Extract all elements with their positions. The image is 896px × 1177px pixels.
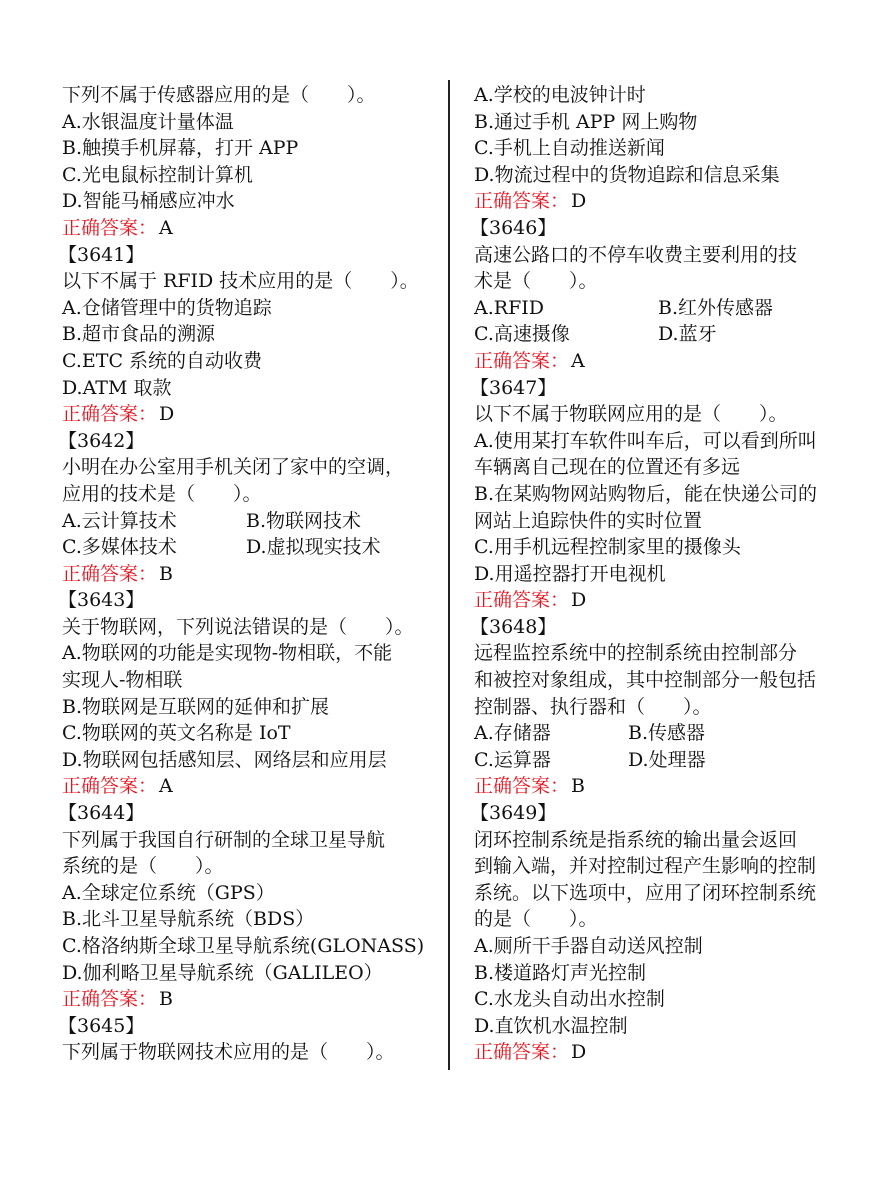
option-text: B.传感器 (628, 722, 706, 745)
answer-label: 正确答案： (474, 775, 570, 798)
answer-line (474, 348, 846, 375)
answer-label: 正确答案： (62, 403, 158, 426)
text-line: 和被控对象组成，其中控制部分一般包括 (474, 669, 817, 692)
option-text: C.多媒体技术 (62, 536, 177, 559)
text-line: B.物联网是互联网的延伸和扩展 (62, 695, 330, 718)
option-text: B.红外传感器 (658, 296, 774, 319)
answer-value: D (571, 1041, 587, 1064)
text-line: C.物联网的英文名称是 IoT (62, 722, 291, 745)
text-line: D.物流过程中的货物追踪和信息采集 (474, 163, 780, 186)
text-line: A.仓储管理中的货物追踪 (62, 296, 272, 319)
text-line: B.北斗卫星导航系统（BDS） (62, 908, 315, 931)
text-line: B.楼道路灯声光控制 (474, 961, 647, 984)
answer-value: A (159, 216, 173, 239)
text-line: 关于物联网，下列说法错误的是（ ）。 (62, 615, 414, 638)
text-line: A.物联网的功能是实现物-物相联，不能 (62, 642, 393, 665)
text-line: 远程监控系统中的控制系统由控制部分 (474, 642, 798, 665)
text-line: D.直饮机水温控制 (474, 1014, 628, 1037)
answer-line (474, 1039, 846, 1066)
answer-label: 正确答案： (62, 988, 158, 1011)
question-number: 【3643】 (58, 589, 145, 612)
text-line: 术是（ ）。 (474, 270, 598, 293)
text-line: C.用手机远程控制家里的摄像头 (474, 536, 741, 559)
question-number: 【3641】 (58, 243, 145, 266)
answer-label: 正确答案： (474, 349, 570, 372)
answer-line (62, 561, 434, 588)
question-number-line (58, 1013, 434, 1040)
option-text: D.蓝牙 (658, 323, 717, 346)
question-number: 【3648】 (470, 615, 557, 638)
answer-value: D (571, 190, 587, 213)
text-line: 小明在办公室用手机关闭了家中的空调， (62, 456, 405, 479)
right-column (470, 82, 846, 1066)
text-line: 应用的技术是（ ）。 (62, 482, 262, 505)
option-text: B.物联网技术 (246, 509, 362, 532)
option-text: A.RFID (474, 296, 544, 319)
text-line: 车辆离自己现在的位置还有多远 (474, 456, 741, 479)
text-line: D.物联网包括感知层、网络层和应用层 (62, 748, 387, 771)
question-number-line (470, 800, 846, 827)
answer-line (474, 773, 846, 800)
answer-value: A (571, 349, 585, 372)
text-line: C.格洛纳斯全球卫星导航系统(GLONASS) (62, 935, 425, 957)
answer-value: B (571, 775, 585, 798)
column-divider (448, 80, 450, 1070)
option-text: D.处理器 (628, 748, 706, 771)
answer-line (62, 215, 434, 242)
answer-line (62, 401, 434, 428)
text-line: A.使用某打车软件叫车后，可以看到所叫 (474, 429, 817, 452)
text-line: 网站上追踪快件的实时位置 (474, 509, 703, 532)
answer-value: D (571, 589, 587, 612)
answer-label: 正确答案： (474, 1041, 570, 1064)
text-line: A.学校的电波钟计时 (474, 84, 646, 106)
option-row (62, 534, 434, 561)
question-number-line (58, 242, 434, 269)
question-number: 【3645】 (58, 1014, 145, 1037)
text-line: C.光电鼠标控制计算机 (62, 163, 253, 186)
text-line: B.触摸手机屏幕，打开 APP (62, 137, 299, 160)
option-text: A.存储器 (474, 722, 551, 745)
text-line: D.用遥控器打开电视机 (474, 562, 666, 585)
answer-label: 正确答案： (62, 216, 158, 239)
text-line: D.伽利略卫星导航系统（GALILEO） (62, 961, 383, 984)
text-line: B.在某购物网站购物后，能在快递公司的 (474, 482, 818, 505)
answer-label: 正确答案： (474, 589, 570, 612)
text-line: 下列属于物联网技术应用的是（ ）。 (62, 1041, 395, 1064)
text-line: 以下不属于物联网应用的是（ ）。 (474, 403, 788, 426)
text-line: 以下不属于 RFID 技术应用的是（ ）。 (62, 270, 419, 293)
question-number: 【3646】 (470, 216, 557, 239)
text-line: 下列不属于传感器应用的是（ ）。 (62, 84, 376, 106)
question-number-line (58, 587, 434, 614)
text-line: 下列属于我国自行研制的全球卫星导航 (62, 828, 386, 851)
option-text: C.运算器 (474, 748, 551, 771)
question-number-line (58, 428, 434, 455)
option-row (474, 747, 846, 774)
option-text: C.高速摄像 (474, 323, 570, 346)
answer-line (62, 773, 434, 800)
option-row (62, 508, 434, 535)
answer-line (474, 188, 846, 215)
text-line: 实现人-物相联 (62, 669, 183, 692)
answer-value: A (159, 775, 173, 798)
text-line: D.智能马桶感应冲水 (62, 190, 235, 213)
answer-value: D (159, 403, 175, 426)
answer-line (474, 587, 846, 614)
answer-label: 正确答案： (62, 562, 158, 585)
text-line: A.厕所干手器自动送风控制 (474, 935, 703, 957)
text-line: B.通过手机 APP 网上购物 (474, 110, 698, 133)
question-number: 【3644】 (58, 802, 145, 825)
option-text: D.虚拟现实技术 (246, 536, 381, 559)
text-line: D.ATM 取款 (62, 376, 172, 399)
text-line: 的是（ ）。 (474, 908, 598, 931)
option-row (474, 720, 846, 747)
text-line: A.水银温度计量体温 (62, 110, 234, 133)
text-line: C.水龙头自动出水控制 (474, 988, 665, 1011)
text-line: C.ETC 系统的自动收费 (62, 349, 263, 372)
text-line: 控制器、执行器和（ ）。 (474, 695, 712, 718)
question-number-line (470, 375, 846, 402)
answer-label: 正确答案： (474, 190, 570, 213)
answer-label: 正确答案： (62, 775, 158, 798)
question-number-line (470, 614, 846, 641)
question-number: 【3647】 (470, 376, 557, 399)
text-line: B.超市食品的溯源 (62, 323, 216, 346)
question-number: 【3642】 (58, 429, 145, 452)
left-column (58, 82, 434, 1066)
text-line: 闭环控制系统是指系统的输出量会返回 (474, 828, 798, 851)
question-number-line (58, 800, 434, 827)
text-line: 系统的是（ ）。 (62, 855, 224, 878)
option-text: A.云计算技术 (62, 509, 177, 532)
option-row (474, 295, 846, 322)
question-number: 【3649】 (470, 802, 557, 825)
text-line: 系统。以下选项中，应用了闭环控制系统 (474, 881, 817, 904)
text-line: 高速公路口的不停车收费主要利用的技 (474, 243, 798, 266)
text-line: A.全球定位系统（GPS） (62, 881, 275, 904)
option-row (474, 321, 846, 348)
question-number-line (470, 215, 846, 242)
answer-line (62, 986, 434, 1013)
answer-value: B (159, 988, 173, 1011)
answer-value: B (159, 562, 173, 585)
text-line: 到输入端，并对控制过程产生影响的控制 (474, 855, 817, 878)
text-line: C.手机上自动推送新闻 (474, 137, 665, 160)
